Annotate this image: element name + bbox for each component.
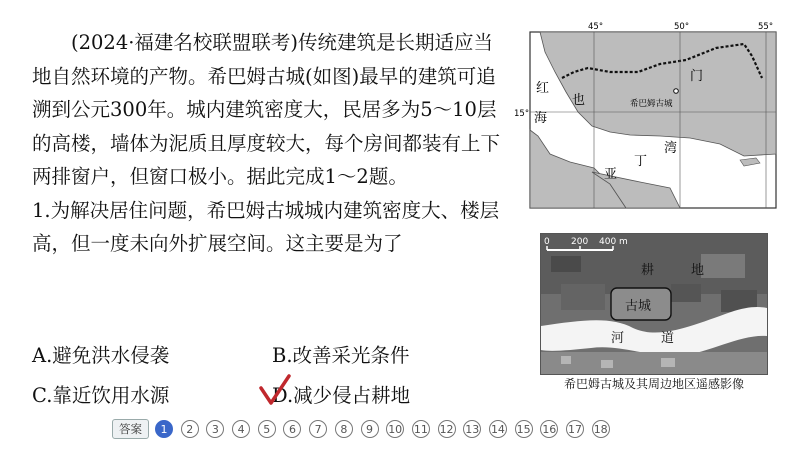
option-b[interactable]: B.改善采光条件 xyxy=(272,344,410,367)
scale-label-200: 200 xyxy=(571,237,589,247)
question-number-4[interactable]: 4 xyxy=(232,420,250,438)
map-city-label: 希巴姆古城 xyxy=(630,99,673,109)
map-sea-char-2: 海 xyxy=(534,111,548,126)
check-mark-icon xyxy=(258,374,292,408)
question-number-1[interactable]: 1 xyxy=(155,420,173,438)
question-number-13[interactable]: 13 xyxy=(463,420,481,438)
map-gulf-char-2: 丁 xyxy=(634,154,648,169)
scale-label-400: 400 m xyxy=(599,237,628,247)
question-number-6[interactable]: 6 xyxy=(283,420,301,438)
scale-label-0: 0 xyxy=(544,237,550,247)
field-char-2: 地 xyxy=(691,263,705,278)
lon-label-45: 45° xyxy=(588,22,604,32)
question-number-12[interactable]: 12 xyxy=(438,420,456,438)
photo-caption: 希巴姆古城及其周边地区遥感影像 xyxy=(563,377,744,391)
field-char-1: 耕 xyxy=(641,263,655,278)
question-number-10[interactable]: 10 xyxy=(386,420,404,438)
question-intro: (2024·福建名校联盟联考)传统建筑是长期适应当地自然环境的产物。希巴姆古城(如图)最早的建筑可追溯到公元300年。城内建筑密度大，民居多为5～10层的高楼，墙体为泥质且厚度较大，每个房间都装有上下两排窗户，但窗口极小。据此完成1～2题。 xyxy=(32,31,501,188)
lon-label-55: 55° xyxy=(758,22,774,32)
lon-label-50: 50° xyxy=(674,22,690,32)
question-text xyxy=(32,26,510,261)
river-char-1: 河 xyxy=(611,331,625,346)
river-char-2: 道 xyxy=(661,331,675,346)
map-region-char-2: 门 xyxy=(690,69,704,84)
question-stem: 1.为解决居住问题，希巴姆古城城内建筑密度大、楼层高，但一度未向外扩展空间。这主要是为了 xyxy=(32,198,500,255)
question-number-18[interactable]: 18 xyxy=(592,420,610,438)
map-gulf-char-3: 湾 xyxy=(664,141,678,156)
answer-button[interactable]: 答案 xyxy=(112,419,149,439)
question-number-17[interactable]: 17 xyxy=(566,420,584,438)
old-city-label: 古城 xyxy=(625,299,652,314)
map-region-char-1: 也 xyxy=(572,93,586,108)
question-number-9[interactable]: 9 xyxy=(361,420,379,438)
option-c[interactable]: C.靠近饮用水源 xyxy=(32,384,170,407)
option-d[interactable]: D.减少侵占耕地 xyxy=(272,384,411,407)
question-number-2[interactable]: 2 xyxy=(181,420,199,438)
lat-label-15: 15° xyxy=(514,109,530,119)
question-number-8[interactable]: 8 xyxy=(335,420,353,438)
question-number-11[interactable]: 11 xyxy=(412,420,430,438)
question-number-3[interactable]: 3 xyxy=(206,420,224,438)
question-number-7[interactable]: 7 xyxy=(309,420,327,438)
question-number-14[interactable]: 14 xyxy=(489,420,507,438)
location-map xyxy=(514,22,776,208)
map-sea-char-1: 红 xyxy=(536,81,550,96)
question-number-list xyxy=(155,420,617,438)
satellite-image xyxy=(540,233,768,375)
question-number-15[interactable]: 15 xyxy=(515,420,533,438)
map-gulf-char-1: 亚 xyxy=(604,167,618,182)
question-number-5[interactable]: 5 xyxy=(258,420,276,438)
question-number-16[interactable]: 16 xyxy=(540,420,558,438)
answer-nav-bar xyxy=(112,418,617,440)
option-a[interactable]: A.避免洪水侵袭 xyxy=(32,344,170,367)
